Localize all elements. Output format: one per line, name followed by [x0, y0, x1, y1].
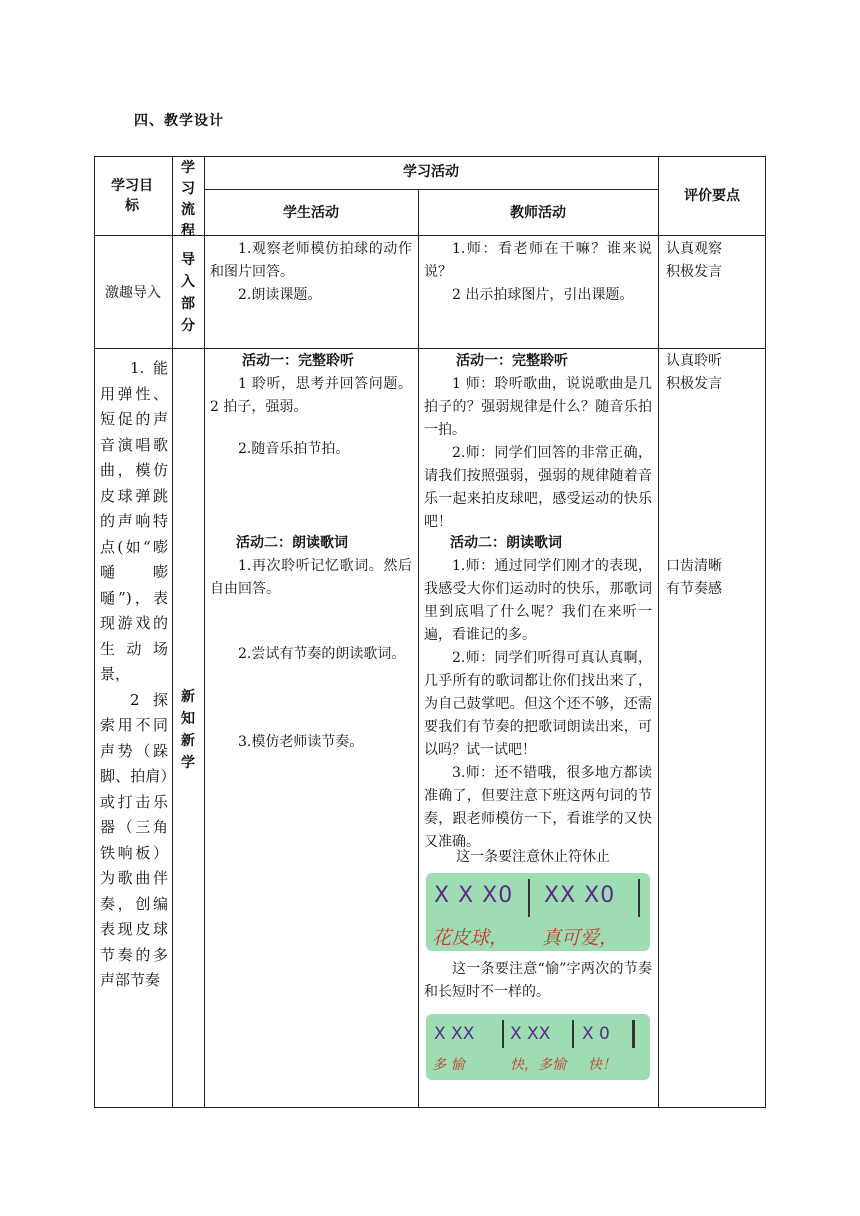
- student-item: 3.模仿老师读节奏。: [238, 734, 364, 750]
- bar-line: [638, 879, 640, 917]
- score-notes: X X X0: [434, 883, 514, 908]
- student-activity1-title: 活动一：完整聆听: [242, 353, 354, 369]
- teacher-item: 1.师：通过同学们刚才的表现，我感受大你们运动时的快乐，那歌词里到底唱了什么呢？我们在来听一遍，看谁记的多。: [424, 558, 652, 643]
- teacher-activity2-title: 活动二：朗读歌词: [450, 535, 562, 551]
- header-flow: 学习流程: [181, 160, 195, 239]
- row1-teacher-item: 2 出示拍球图片，引出课题。: [452, 287, 634, 303]
- table-line: [418, 189, 419, 1108]
- row1-student-item: 1.观察老师模仿拍球的动作和图片回答。: [210, 241, 412, 280]
- table-line: [204, 189, 658, 190]
- score-notes: X 0: [582, 1024, 610, 1044]
- table-line: [658, 156, 659, 1108]
- score-notes: X XX: [434, 1024, 475, 1044]
- row1-student: [210, 238, 412, 307]
- row2-evaluation-1: [666, 350, 762, 396]
- student-item: 1 聆听，思考并回答问题。2 拍子，强弱。: [210, 376, 412, 415]
- bar-line: [572, 1020, 574, 1048]
- table-line: [94, 348, 766, 349]
- row1-teacher-item: 1.师：看老师在干嘛？谁来说说？: [424, 241, 652, 280]
- score-lyrics: 真可爱，: [542, 927, 619, 949]
- header-student: 学生活动: [283, 205, 339, 221]
- goal-item: 1.能用弹性、短促的声音演唱歌曲，模仿皮球弹跳的声响特点(如“嘭嗵嘭嗵”)，表现游戏的生动场景，: [100, 359, 168, 683]
- row1-flow: 导入部分: [181, 252, 195, 334]
- teacher-item: 2.师：同学们回答的非常正确，请我们按照强弱，强弱的规律随着音乐一起来拍皮球吧，感受运动的快乐吧！: [424, 445, 652, 530]
- row2-evaluation-2: [666, 555, 762, 601]
- row2-goal: [100, 356, 168, 994]
- bar-line: [528, 879, 530, 917]
- student-activity2: [210, 555, 412, 754]
- score-lyrics: 多 愉: [432, 1057, 465, 1073]
- score-lyrics: 快，多愉: [510, 1057, 566, 1073]
- evaluation-item: 积极发言: [666, 376, 722, 392]
- row1-student-item: 2.朗读课题。: [238, 287, 322, 303]
- student-item: 2.随音乐拍节拍。: [238, 441, 350, 457]
- score-lyrics: 快！: [588, 1057, 616, 1073]
- teacher-note2-text: 这一条要注意“愉”字两次的节奏和长短时不一样的。: [424, 961, 652, 1000]
- evaluation-item: 认真聆听: [666, 353, 722, 369]
- row1-goal: 激趣导入: [105, 285, 161, 301]
- bar-line: [502, 1020, 504, 1048]
- goal-item: 2 探索用不同声势（跺脚、拍肩）或打击乐器（三角铁响板）为歌曲伴奏，创编表现皮球节奏的多声部节奏: [100, 690, 168, 989]
- header-evaluation: 评价要点: [684, 188, 740, 204]
- row2-flow: 新知新学: [181, 689, 195, 771]
- row1-evaluation: [666, 238, 762, 284]
- score-lyrics: 花皮球，: [432, 927, 509, 949]
- teacher-note2: [424, 958, 652, 1004]
- rhythm-score-1: [426, 873, 650, 951]
- evaluation-item: 积极发言: [666, 264, 722, 280]
- score-notes: XX X0: [544, 883, 616, 908]
- teacher-activity1: [424, 373, 652, 534]
- table-line: [172, 156, 173, 1108]
- teacher-activity1-title: 活动一：完整聆听: [456, 353, 568, 369]
- row1-teacher: [424, 238, 652, 307]
- student-activity1: [210, 373, 412, 461]
- student-item: 2.尝试有节奏的朗读歌词。: [238, 646, 406, 662]
- header-teacher: 教师活动: [510, 205, 566, 221]
- bar-line: [632, 1020, 635, 1048]
- rhythm-score-2: [426, 1014, 650, 1080]
- table-line: [204, 156, 205, 1108]
- evaluation-item: 口齿清晰: [666, 558, 722, 574]
- teacher-item: 2.师：同学们听得可真认真啊，几乎所有的歌词都让你们找出来了，为自己鼓掌吧。但这个还不够，还需要我们有节奏的把歌词朗读出来，可以吗？试一试吧！: [424, 650, 652, 758]
- section-heading: 四、教学设计: [134, 113, 224, 129]
- teacher-note1: 这一条要注意休止符休止: [456, 849, 610, 865]
- teacher-item: 1 师：聆听歌曲，说说歌曲是几拍子的？强弱规律是什么？随音乐拍一拍。: [424, 376, 652, 438]
- score-notes: X XX: [510, 1024, 551, 1044]
- evaluation-item: 有节奏感: [666, 581, 722, 597]
- teacher-activity2: [424, 555, 652, 854]
- header-goal: 学习目标: [111, 178, 153, 214]
- student-item: 1.再次聆听记忆歌词。然后自由回答。: [210, 558, 412, 597]
- student-activity2-title: 活动二：朗读歌词: [236, 535, 348, 551]
- evaluation-item: 认真观察: [666, 241, 722, 257]
- teacher-item: 3.师：还不错哦，很多地方都读准确了，但要注意下班这两句词的节奏，跟老师模仿一下，看谁学的又快又准确。: [424, 765, 652, 850]
- header-activities: 学习活动: [403, 164, 459, 180]
